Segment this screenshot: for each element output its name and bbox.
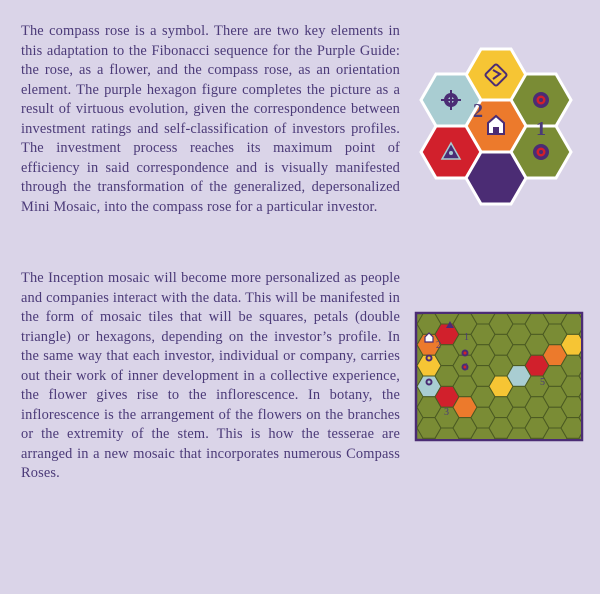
mosaic-tile (417, 293, 441, 314)
mosaic-tile (507, 449, 531, 470)
mosaic-tile (417, 438, 441, 459)
mosaic-label-5: 5 (540, 377, 545, 388)
inception-paragraph: The Inception mosaic will become more personalized as people and companies interact with the data. This will be manifested in the form of mosaic tiles that will be squares, petals (double triangle) or hexagons, depending on the investor’s profile. In the same way that each investor, individual or company, carries out their work of inner development in a collective experience, the flower gives rise to the inflorescence. In botany, the inflorescence is the arrangement of the flowers on the branches or the extremity of the stem. This is how the tesserae are arranged in a new mosaic that incorporates numerous Compass Roses. (21, 270, 400, 481)
mosaic-label-2: 2 (436, 340, 441, 351)
mosaic-tile (561, 293, 585, 314)
sun-seal-icon (426, 379, 433, 386)
mosaic-label-1a: 1 (464, 332, 469, 343)
mosaic-tile (453, 293, 477, 314)
mosaic-tile (435, 449, 459, 470)
mosaic-tile (525, 293, 549, 314)
mosaic-tile (489, 293, 513, 314)
mosaic-tile (561, 438, 585, 459)
mosaic-label-3: 3 (444, 407, 449, 418)
sun-seal-icon (533, 144, 549, 160)
rose-hex-bottom (466, 152, 526, 204)
mosaic-tile (471, 449, 495, 470)
intro-paragraph: The compass rose is a symbol. There are two key elements in this adaptation to the Fibonacci sequence for the Purple Guide: the rose, as a flower, and the compass rose, as an orientation element. The purple hexagon figure completes the picture as a result of virtuous evolution, given the correspondence between investment ratings and self-classification of investors profiles. The investment process reaches its maximum point of efficiency in said correspondence and is visually manifested through the transformation of the generalized, depersonalized Mini Mosaic, into the compass rose for a particular investor. (21, 23, 400, 215)
compass-rose-figure (420, 43, 580, 208)
mosaic-tile (453, 438, 477, 459)
sun-seal-icon (462, 350, 469, 357)
mosaic-tile (525, 438, 549, 459)
star-badge-icon (426, 355, 433, 362)
mosaic-tile (489, 438, 513, 459)
mosaic-tile (579, 449, 600, 470)
mosaic-label-1b: 1 (464, 362, 469, 373)
compass-label-right: 1 (536, 118, 546, 140)
inception-mosaic-figure (416, 313, 582, 440)
compass-label-left: 2 (473, 100, 483, 122)
mosaic-tile (543, 449, 567, 470)
sun-seal-icon (533, 92, 549, 108)
